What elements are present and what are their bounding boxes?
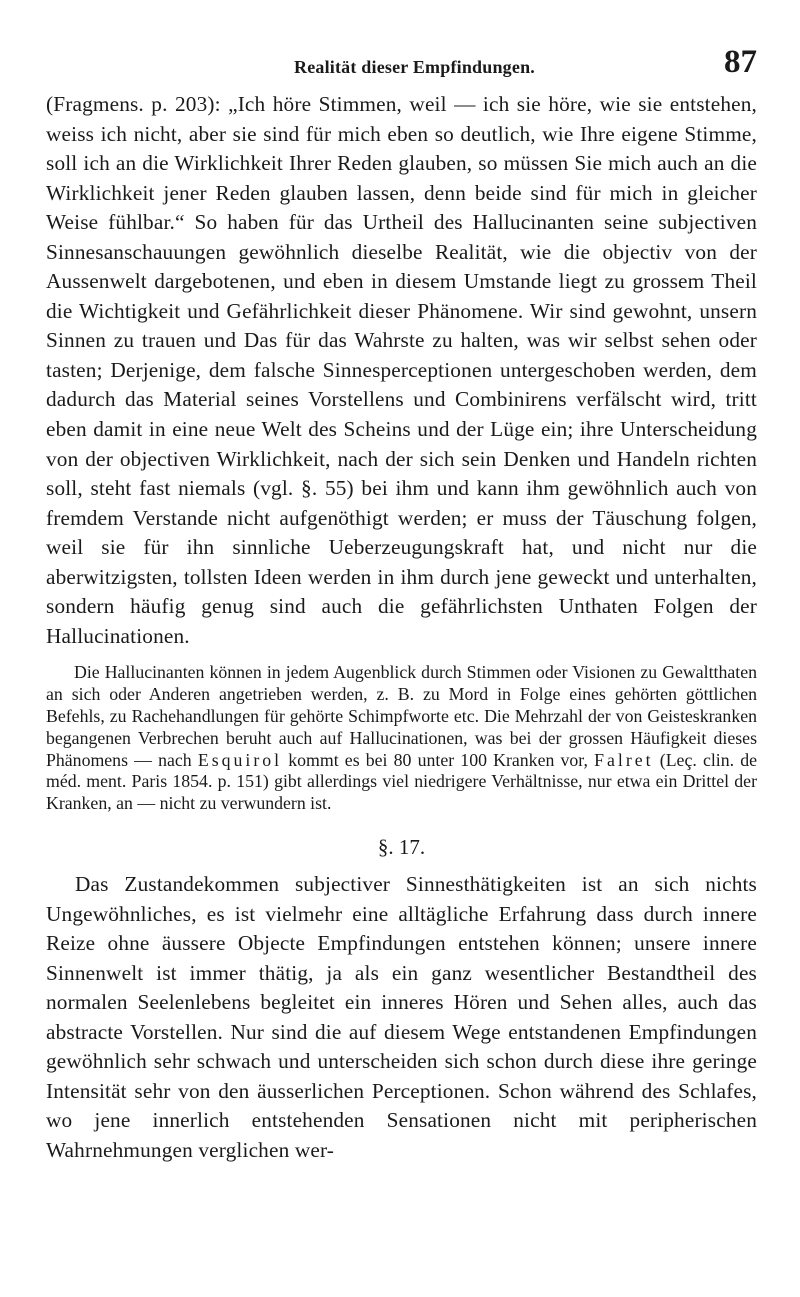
- paragraph-1: (Fragmens. p. 203): „Ich höre Stimmen, weil — ich sie höre, wie sie entstehen, weiss ich nicht, aber sie sind für mich eben so deutlich, wie Ihre eigene Stimme, soll ich an die Wirklichkeit Ihrer Reden glauben, so müssen Sie mich auch an die Wirklichkeit jener Reden glauben lassen, denn beide sind für mich in gleicher Weise fühlbar.“ So haben für das Urtheil des Hallucinanten seine subjectiven Sinnesanschauungen gewöhnlich dieselbe Realität, wie die objectiv von der Aussenwelt dargebotenen, und eben in diesem Umstande liegt zu grossem Theil die Wichtigkeit und Gefährlichkeit dieser Phänomene. Wir sind gewohnt, unsern Sinnen zu trauen und Das für das Wahrste zu halten, was wir selbst sehen oder tasten; Derjenige, dem falsche Sinnesperceptionen untergeschoben werden, dem dadurch das Material seines Vorstellens und Combinirens verfälscht wird, tritt eben damit in eine neue Welt des Scheins und der Lüge ein; ihre Unterscheidung von der objectiven Wirklichkeit, nach der sich sein Denken und Handeln richten soll, steht fast niemals (vgl. §. 55) bei ihm und kann ihm gewöhnlich auch von fremdem Verstande nicht aufgenöthigt werden; er muss der Täuschung folgen, weil sie für ihn sinnliche Ueberzeugungskraft hat, und nicht nur die aberwitzigsten, tollsten Ideen werden in ihm durch jene geweckt und unterhalten, sondern häufig genug sind auch die gefährlichsten Unthaten Folgen der Hallucinationen.: [46, 92, 757, 648]
- page-number: 87: [724, 44, 757, 80]
- section-heading: §. 17.: [377, 834, 426, 859]
- page-header: [46, 40, 757, 90]
- author-esquirol: Esquirol: [197, 749, 283, 770]
- note-text-1: Die Hallucinanten können in jedem Augenblick durch Stimmen oder Visionen zu Gewaltthaten an sich oder Anderen angetrieben werden, z. B. zu Mord in Folge eines gehörten göttlichen Befehls, zu Rachehandlungen für gehörte Schimpfworte etc. Die Mehrzahl der von Geisteskranken begangenen Verbrechen beruht auch auf Hallucinationen, was bei der grossen Häufigkeit dieses Phänomens — nach: [46, 662, 757, 770]
- footnote-paragraph: [46, 662, 757, 815]
- author-falret: Falret: [594, 749, 654, 770]
- note-text-3: (Leç. clin. de méd. ment. Paris 1854. p. 151) gibt allerdings viel niedrigere Verhältnisse, nur etwa ein Drittel der Kranken, an — nicht zu verwundern ist.: [46, 749, 757, 814]
- book-page: [46, 40, 757, 1165]
- paragraph-2: Das Zustandekommen subjectiver Sinnesthätigkeiten ist an sich nichts Ungewöhnliches, es ist vielmehr eine alltägliche Erfahrung dass durch innere Reize ohne äussere Objecte Empfindungen entstehen können; unsere innere Sinnenwelt ist immer thätig, ja als ein ganz wesentlicher Bestandtheil des normalen Seelenlebens begleitet ein inneres Hören und Sehen alles, auch das abstracte Vorstellen. Nur sind die auf diesem Wege entstandenen Empfindungen gewöhnlich sehr schwach und unterscheiden sich schon durch diese ihre geringe Intensität sehr von den äusserlichen Perceptionen. Schon während des Schlafes, wo jene innerlich entstehenden Sensationen nicht mit peripherischen Wahrnehmungen verglichen wer-: [46, 871, 757, 1162]
- running-head: Realität dieser Empfindungen.: [294, 57, 535, 77]
- note-text-2: kommt es bei 80 unter 100 Kranken vor,: [282, 749, 595, 770]
